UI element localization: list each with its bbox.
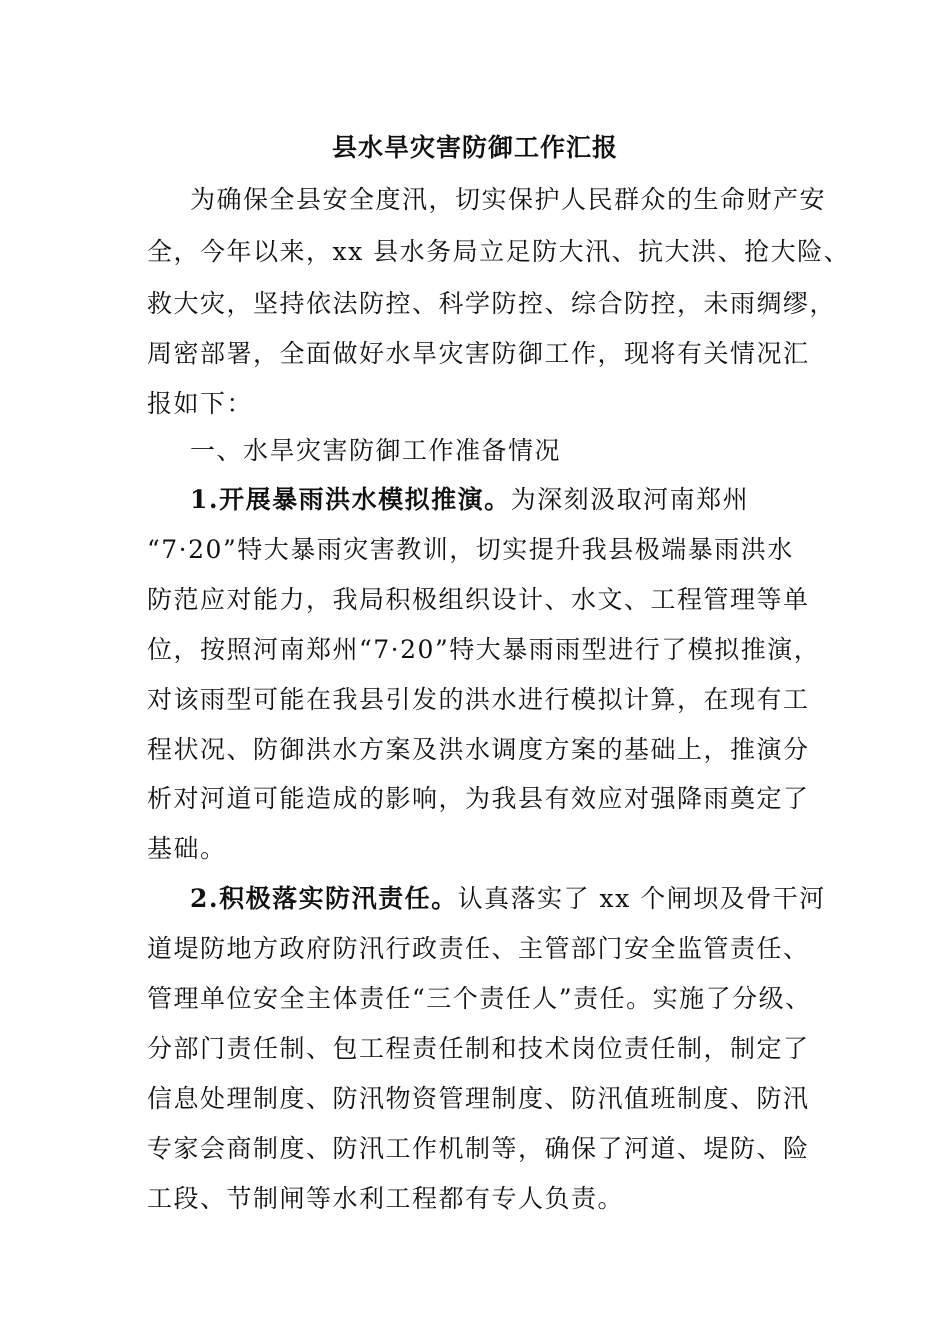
item1-line: 基础。	[147, 834, 227, 863]
document-title: 县水旱灾害防御工作汇报	[331, 133, 618, 162]
intro-line: 救大灾，坚持依法防控、科学防控、综合防控，未雨绸缪，	[147, 289, 837, 318]
item2-line: 分部门责任制、包工程责任制和技术岗位责任制，制定了	[147, 1034, 810, 1063]
intro-line: 周密部署，全面做好水旱灾害防御工作，现将有关情况汇	[147, 339, 810, 368]
item1-line: 防范应对能力，我局积极组织设计、水文、工程管理等单	[147, 585, 810, 614]
item2-line: 信息处理制度、防汛物资管理制度、防汛值班制度、防汛	[147, 1084, 810, 1113]
item2-first-line-text: 认真落实了 xx 个闸坝及骨干河	[457, 884, 826, 913]
item2-first-line	[190, 884, 826, 914]
intro-line: 为确保全县安全度汛，切实保护人民群众的生命财产安	[190, 185, 827, 214]
item1-line: 位，按照河南郑州“7·20”特大暴雨雨型进行了模拟推演，	[147, 635, 821, 664]
item1-first-line	[190, 485, 749, 515]
item2-line: 工段、节制闸等水利工程都有专人负责。	[147, 1184, 625, 1213]
item1-first-line-text: 为深刻汲取河南郑州	[510, 485, 750, 514]
item1-line: 析对河道可能造成的影响，为我县有效应对强降雨奠定了	[147, 784, 810, 813]
item2-line: 管理单位安全主体责任“三个责任人”责任。实施了分级、	[147, 984, 812, 1013]
item1-line: 程状况、防御洪水方案及洪水调度方案的基础上，推演分	[147, 735, 810, 764]
item2-heading: 2.积极落实防汛责任。	[190, 884, 458, 913]
item2-line: 专家会商制度、防汛工作机制等，确保了河道、堤防、险	[147, 1134, 810, 1163]
intro-line: 报如下：	[147, 389, 254, 418]
item2-line: 道堤防地方政府防汛行政责任、主管部门安全监管责任、	[147, 934, 810, 963]
section-heading: 一、水旱灾害防御工作准备情况	[190, 436, 562, 465]
intro-line: 全，今年以来，xx 县水务局立足防大汛、抗大洪、抢大险、	[147, 237, 851, 266]
item1-line: “7·20”特大暴雨灾害教训，切实提升我县极端暴雨洪水	[147, 535, 794, 564]
item1-heading: 1.开展暴雨洪水模拟推演。	[190, 485, 511, 514]
item1-line: 对该雨型可能在我县引发的洪水进行模拟计算，在现有工	[147, 685, 810, 714]
